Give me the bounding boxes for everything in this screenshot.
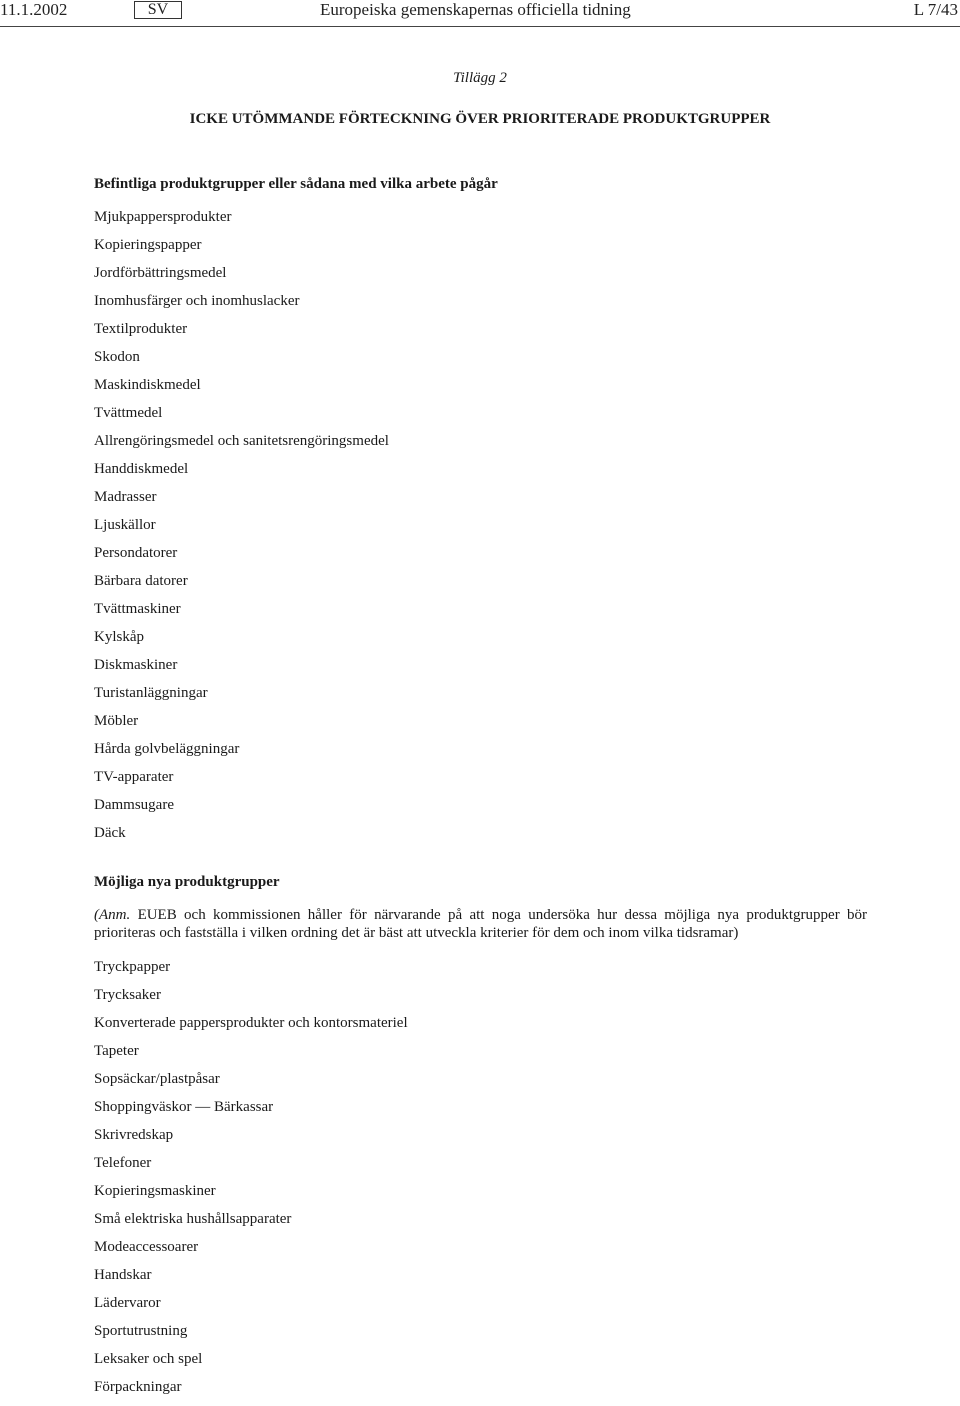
list-item: Tvättmaskiner — [94, 601, 181, 617]
list-item: Lädervaror — [94, 1295, 161, 1311]
list-item: Möbler — [94, 713, 139, 729]
list-item: Diskmaskiner — [94, 657, 178, 673]
list-item: Persondatorer — [94, 545, 178, 561]
page-title: ICKE UTÖMMANDE FÖRTECKNING ÖVER PRIORITERADE PRODUKTGRUPPER — [189, 111, 771, 127]
list-item: Turistanläggningar — [94, 685, 208, 701]
list-item: Tapeter — [94, 1043, 139, 1059]
note-paragraph — [94, 906, 867, 942]
list-item: Förpackningar — [94, 1379, 182, 1395]
annex-label: Tillägg 2 — [453, 70, 507, 86]
section-heading-existing: Befintliga produktgrupper eller sådana med vilka arbete pågår — [94, 176, 498, 192]
list-item: Kopieringspapper — [94, 237, 202, 253]
list-item: Modeaccessoarer — [94, 1239, 199, 1255]
list-item: TV-apparater — [94, 769, 174, 785]
list-item: Dammsugare — [94, 797, 174, 813]
list-item: Sopsäckar/plastpåsar — [94, 1071, 220, 1087]
journal-title: Europeiska gemenskapernas officiella tidning — [320, 0, 631, 19]
list-item: Shoppingväskor — Bärkassar — [94, 1099, 274, 1115]
header-date: 11.1.2002 — [0, 0, 68, 19]
existing-product-list — [94, 208, 389, 852]
list-item: Skrivredskap — [94, 1127, 174, 1143]
list-item: Sportutrustning — [94, 1323, 188, 1339]
list-item: Madrasser — [94, 489, 157, 505]
list-item: Telefoner — [94, 1155, 152, 1171]
page-reference: L 7/43 — [913, 0, 958, 19]
list-item: Leksaker och spel — [94, 1351, 203, 1367]
possible-product-list — [94, 958, 408, 1406]
language-badge: SV — [134, 1, 182, 19]
list-item: Handskar — [94, 1267, 152, 1283]
list-item: Textilprodukter — [94, 321, 188, 337]
list-item: Kylskåp — [94, 629, 144, 645]
list-item: Jordförbättringsmedel — [94, 265, 227, 281]
list-item: Handdiskmedel — [94, 461, 189, 477]
list-item: Skodon — [94, 349, 140, 365]
list-item: Allrengöringsmedel och sanitetsrengöringsmedel — [94, 433, 389, 449]
note-text: EUEB och kommissionen håller för närvarande på att noga undersöka hur dessa möjliga nya produktgrupper bör prioriteras och fastställa i vilken ordning det är bäst att utveckla kriterier för dem och inom vilka tidsramar) — [94, 907, 868, 941]
list-item: Konverterade pappersprodukter och kontorsmateriel — [94, 1015, 408, 1031]
list-item: Inomhusfärger och inomhuslacker — [94, 293, 300, 309]
list-item: Mjukpappersprodukter — [94, 209, 232, 225]
section-heading-possible: Möjliga nya produktgrupper — [94, 874, 280, 890]
list-item: Bärbara datorer — [94, 573, 188, 589]
page-header — [0, 0, 960, 24]
list-item: Hårda golvbeläggningar — [94, 741, 240, 757]
header-divider — [0, 26, 960, 27]
list-item: Kopieringsmaskiner — [94, 1183, 216, 1199]
list-item: Maskindiskmedel — [94, 377, 201, 393]
note-lead: (Anm. — [94, 907, 131, 923]
list-item: Tvättmedel — [94, 405, 163, 421]
list-item: Ljuskällor — [94, 517, 156, 533]
list-item: Tryckpapper — [94, 959, 171, 975]
list-item: Trycksaker — [94, 987, 161, 1003]
list-item: Små elektriska hushållsapparater — [94, 1211, 292, 1227]
list-item: Däck — [94, 825, 126, 841]
